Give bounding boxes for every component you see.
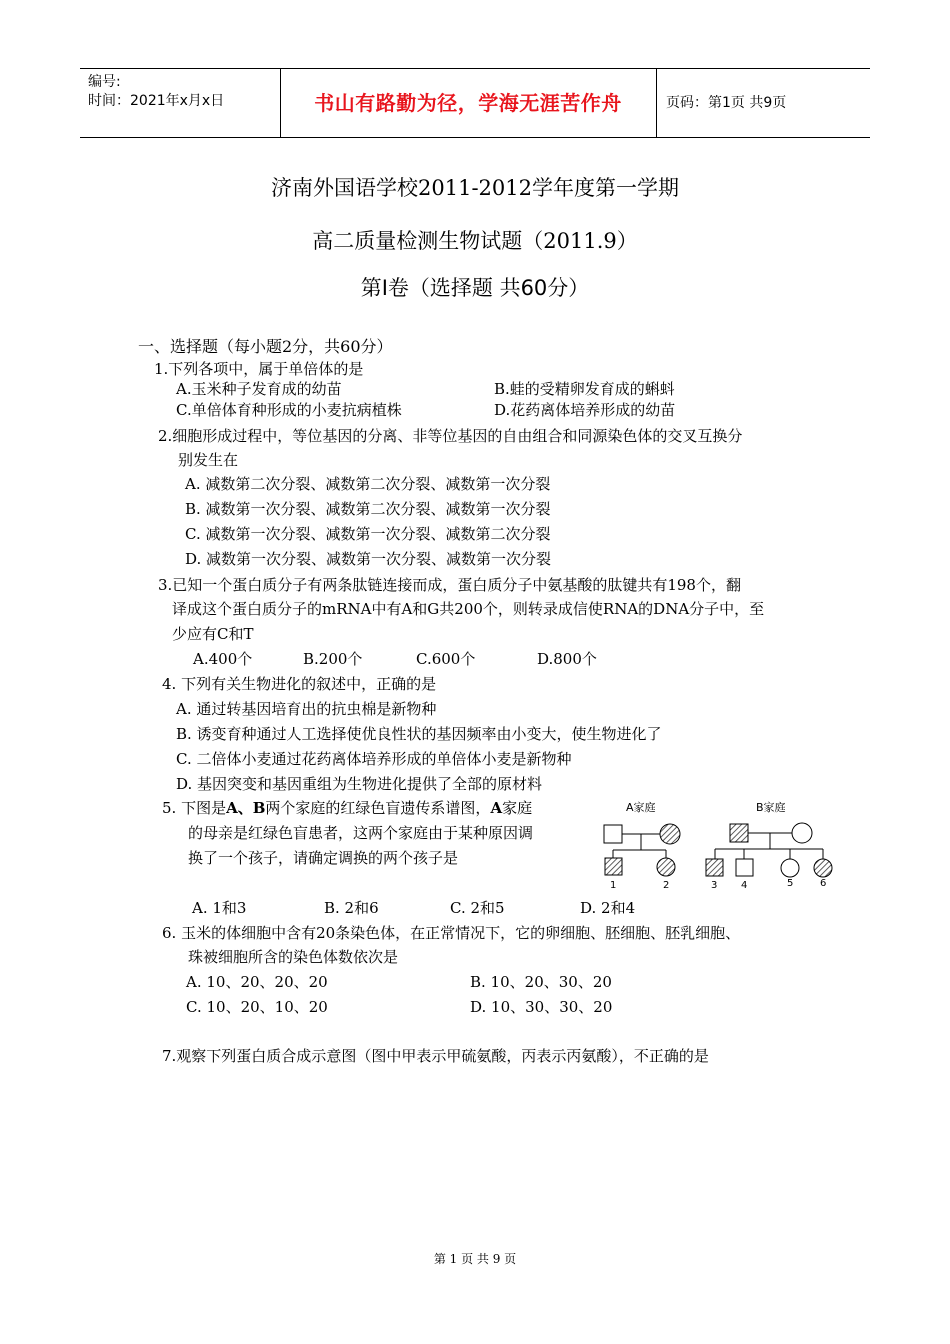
family-b-father-affected [730,824,748,842]
q2-option-c: C. 减数第一次分裂、减数第一次分裂、减数第二次分裂 [185,525,551,543]
q3-stem-1: 3.已知一个蛋白质分子有两条肽链连接而成，蛋白质分子中氨基酸的肽键共有198个，翻 [158,576,741,594]
q6-option-d: D. 10、30、30、20 [470,998,613,1016]
q5-stem-a: A [490,799,503,817]
header-box [80,68,870,138]
child-1-affected-male [605,858,622,875]
q7-stem: 7.观察下列蛋白质合成示意图（图中甲表示甲硫氨酸，丙表示丙氨酸），不正确的是 [162,1047,709,1065]
q2-stem-1: 2.细胞形成过程中，等位基因的分离、非等位基因的自由组合和同源染色体的交叉互换分 [158,427,743,445]
child-label-1: 1 [610,880,617,891]
q5-stem-2: 的母亲是红绿色盲患者，这两个家庭由于某种原因调 [188,824,534,842]
q5-option-c: C. 2和5 [450,899,505,917]
q2-option-a: A. 减数第二次分裂、减数第二次分裂、减数第一次分裂 [185,475,551,493]
family-a-label: A家庭 [626,801,656,814]
family-a-father [604,825,622,843]
q4-option-c: C. 二倍体小麦通过花药离体培养形成的单倍体小麦是新物种 [176,750,572,768]
child-label-5: 5 [787,878,794,889]
q6-stem-1: 6. 玉米的体细胞中含有20条染色体，在正常情况下，它的卵细胞、胚细胞、胚乳细胞、 [162,924,741,942]
child-6-affected-female [814,859,832,877]
child-label-6: 6 [820,878,827,889]
q5-option-b: B. 2和6 [324,899,379,917]
q2-stem-2: 别发生在 [178,451,239,469]
q5-stem-1 [162,798,532,818]
q5-option-a: A. 1和3 [192,899,247,917]
q6-option-c: C. 10、20、10、20 [186,998,328,1016]
q5-option-d: D. 2和4 [580,899,636,917]
time-label: 时间：2021年x月x日 [88,93,225,109]
q3-option-c: C.600个 [416,650,476,668]
q2-option-d: D. 减数第一次分裂、减数第一次分裂、减数第一次分裂 [185,550,552,568]
q6-option-b: B. 10、20、30、20 [470,973,612,991]
q6-option-a: A. 10、20、20、20 [186,973,328,991]
header-meta [88,73,224,111]
child-label-2: 2 [663,880,670,891]
q3-option-b: B.200个 [303,650,363,668]
q3-stem-2: 译成这个蛋白质分子的mRNA中有A和G共200个，则转录成信使RNA的DNA分子中，至 [172,600,765,618]
q1-option-d: D.花药离体培养形成的幼苗 [494,401,676,419]
q1-stem: 1.下列各项中，属于单倍体的是 [154,360,364,378]
q1-option-b: B.蛙的受精卵发育成的蝌蚪 [494,380,675,398]
q3-stem-3: 少应有C和T [172,625,254,643]
q3-option-d: D.800个 [537,650,597,668]
q4-option-a: A. 通过转基因培育出的抗虫棉是新物种 [176,700,437,718]
number-label: 编号: [88,74,121,90]
q2-option-b: B. 减数第一次分裂、减数第二次分裂、减数第一次分裂 [185,500,551,518]
title-line-3: 第Ⅰ卷（选择题 共60分） [360,276,590,300]
q1-option-c: C.单倍体育种形成的小麦抗病植株 [176,401,402,419]
child-2-affected-female [657,858,675,876]
q5-stem-ab: A、B [226,799,266,817]
section-heading: 一、选择题（每小题2分，共60分） [138,337,393,356]
child-5-female [781,859,799,877]
q5-stem-3: 换了一个孩子，请确定调换的两个孩子是 [188,849,459,867]
q4-stem: 4. 下列有关生物进化的叙述中，正确的是 [162,675,437,693]
q5-stem-pre: 5. 下图是 [162,799,227,817]
family-b-label: B家庭 [756,801,786,814]
family-b-mother [792,823,812,843]
q3-option-a: A.400个 [193,650,253,668]
q4-option-d: D. 基因突变和基因重组为生物进化提供了全部的原材料 [176,775,543,793]
header-page-info: 页码：第1页 共9页 [666,95,787,111]
pedigree-figure [596,794,846,896]
q5-stem-post: 家庭 [502,799,533,817]
family-a-mother-affected [660,824,680,844]
header-motto: 书山有路勤为径，学海无涯苦作舟 [314,91,622,115]
child-label-4: 4 [741,880,748,891]
q6-stem-2: 珠被细胞所含的染色体数依次是 [188,948,399,966]
q5-stem-mid: 两个家庭的红绿色盲遗传系谱图， [265,799,491,817]
q1-option-a: A.玉米种子发育成的幼苗 [176,380,342,398]
header-divider [656,69,657,137]
title-line-2: 高二质量检测生物试题（2011.9） [312,229,638,253]
q4-option-b: B. 诱变育种通过人工选择使优良性状的基因频率由小变大，使生物进化了 [176,725,662,743]
child-3-affected-male [706,859,723,876]
child-label-3: 3 [711,880,718,891]
title-line-1: 济南外国语学校2011-2012学年度第一学期 [271,176,679,200]
child-4-male [736,859,753,876]
page-footer: 第 1 页 共 9 页 [433,1252,517,1266]
